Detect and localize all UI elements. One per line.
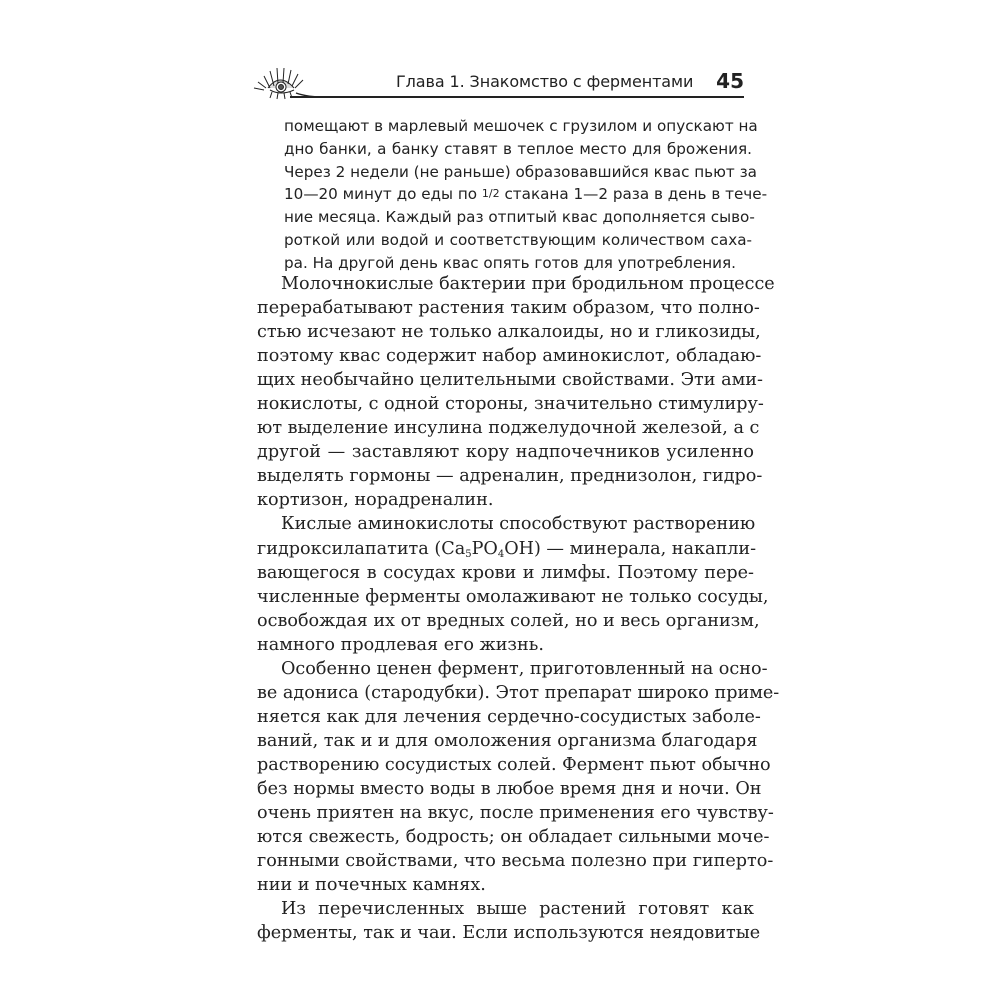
- text-line: гонными свойствами, что весьма полезно при гиперто-: [257, 851, 774, 872]
- page-number: 45: [716, 69, 744, 93]
- text-line: кортизон, норадреналин.: [257, 490, 494, 511]
- recipe-line: помещают в марлевый мешочек с грузилом и опускают на: [284, 117, 758, 135]
- text-line: другой — заставляют кору надпочечников усиленно: [257, 442, 754, 463]
- text-line: ве адониса (стародубки). Этот препарат широко приме-: [257, 682, 780, 703]
- text-line-part: PO: [471, 538, 498, 559]
- text-line: растворению сосудистых солей. Фермент пьют обычно: [257, 754, 771, 775]
- text-line: няется как для лечения сердечно-сосудистых заболе-: [257, 706, 761, 727]
- recipe-line-part: стакана 1—2 раза в день в тече-: [504, 185, 768, 204]
- recipe-line-part: 10—20 минут до еды по: [284, 185, 478, 204]
- text-line: нии и почечных камнях.: [257, 875, 486, 896]
- text-line: Из перечисленных выше растений готовят как: [281, 899, 754, 920]
- text-line: без нормы вместо воды в любое время дня и ночи. Он: [257, 778, 762, 799]
- text-line: Особенно ценен фермент, приготовленный на осно-: [281, 658, 768, 679]
- text-line: Молочнокислые бактерии при бродильном процессе: [281, 274, 775, 294]
- subscript: 4: [497, 548, 505, 560]
- text-line-part: OH) — минерала, накапли-: [504, 538, 757, 559]
- text-line: освобождая их от вредных солей, но и весь организм,: [257, 610, 760, 631]
- recipe-line: дно банки, а банку ставят в теплое место для брожения.: [284, 139, 752, 158]
- subscript: 5: [465, 548, 472, 560]
- paragraph: [257, 512, 769, 656]
- text-line: намного продлевая его жизнь.: [257, 634, 544, 655]
- text-line: нокислоты, с одной стороны, значительно стимулиру-: [257, 394, 764, 415]
- text-line: Кислые аминокислоты способствуют растворению: [281, 514, 756, 535]
- text-line: щих необычайно целительными свойствами. Эти ами-: [257, 370, 763, 391]
- text-line: ют выделение инсулина поджелудочной железой, а с: [257, 418, 760, 439]
- text-line: ваний, так и и для омоложения организма благодаря: [257, 730, 758, 751]
- recipe-line: Через 2 недели (не раньше) образовавшийся квас пьют за: [284, 162, 757, 181]
- text-line: стью исчезают не только алкалоиды, но и гликозиды,: [257, 322, 761, 343]
- text-line: вающегося в сосудах крови и лимфы. Поэтому пере-: [257, 562, 754, 583]
- text-line: ферменты, так и чаи. Если используются неядовитые: [257, 923, 761, 944]
- text-line: перерабатывают растения таким образом, что полно-: [257, 298, 760, 319]
- text-line: выделять гормоны — адреналин, преднизолон, гидро-: [257, 466, 763, 487]
- text-line: численные ферменты омолаживают не только сосуды,: [257, 586, 769, 607]
- recipe-line: [284, 183, 768, 206]
- text-line: поэтому квас содержит набор аминокислот, обладаю-: [257, 346, 762, 367]
- header-rule: [290, 96, 744, 98]
- text-line: ются свежесть, бодрость; он обладает сильными моче-: [257, 827, 770, 848]
- chapter-title: Глава 1. Знакомство с ферментами: [396, 72, 694, 91]
- text-line: очень приятен на вкус, после применения его чувству-: [257, 803, 774, 824]
- body-text: [257, 272, 780, 945]
- paragraph: [257, 897, 761, 945]
- fraction: 1/2: [481, 187, 500, 201]
- text-line-part: гидроксилапатита (Ca: [257, 538, 466, 559]
- recipe-block: [284, 115, 768, 275]
- recipe-line: ра. На другой день квас опять готов для употребления.: [284, 253, 736, 272]
- recipe-line: роткой или водой и соответствующим количеством саха-: [284, 230, 752, 249]
- running-header: [246, 60, 746, 102]
- paragraph: [257, 272, 775, 512]
- recipe-line: ние месяца. Каждый раз отпитый квас дополняется сыво-: [284, 208, 755, 227]
- paragraph: [257, 657, 780, 897]
- text-line: [257, 537, 757, 561]
